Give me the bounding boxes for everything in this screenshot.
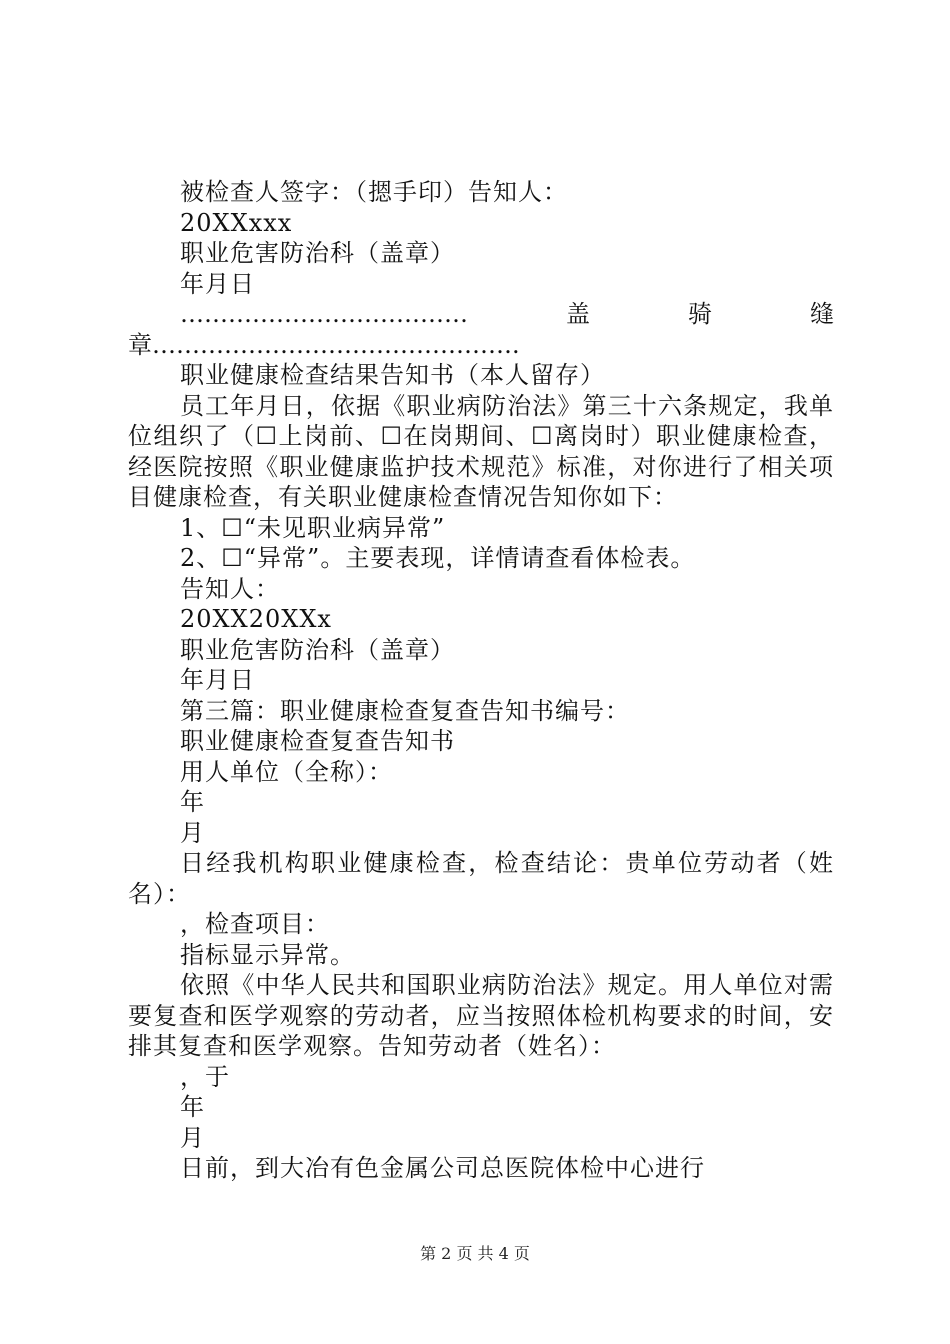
paragraph: ，于	[180, 1062, 230, 1091]
paragraph: 依照《中华人民共和国职业病防治法》规定。用人单位对需要复查和医学观察的劳动者，应当按照体检机构要求的时间，安排其复查和医学观察。告知劳动者（姓名）：	[128, 971, 834, 1060]
document-body	[128, 177, 834, 1184]
section-title: 职业健康检查复查告知书	[180, 727, 455, 755]
paragraph: 员工年月日，依据《职业病防治法》第三十六条规定，我单位组织了（☐上岗前、☐在岗期间、☐离岗时）职业健康检查，经医院按照《职业健康监护技术规范》标准，对你进行了相关项目健康检查，有关职业健康检查情况告知你如下：	[128, 391, 834, 511]
list-item: 2、☐“异常”。主要表现，详情请查看体检表。	[180, 544, 696, 572]
page-number-footer: 第 2 页 共 4 页	[420, 1244, 530, 1263]
paragraph: 日经我机构职业健康检查，检查结论：贵单位劳动者（姓名）：	[128, 849, 834, 908]
paragraph: 指标显示异常。	[180, 940, 355, 969]
paragraph: 年	[180, 1093, 205, 1121]
paragraph: 年月日	[180, 666, 255, 694]
paragraph: 被检查人签字：（摁手印）告知人：	[180, 178, 568, 206]
paragraph: 月	[180, 1123, 205, 1152]
paragraph: 月	[180, 818, 205, 847]
paragraph: 年月日	[180, 269, 255, 298]
paragraph: 日前，到大冶有色金属公司总医院体检中心进行	[180, 1154, 705, 1182]
paragraph: 20XXxxx	[180, 208, 293, 237]
paragraph: ，检查项目：	[180, 910, 330, 938]
paragraph: 20XX20XXx	[180, 605, 332, 633]
paragraph: 职业危害防治科（盖章）	[180, 239, 455, 267]
section-title: 职业健康检查结果告知书（本人留存）	[180, 361, 605, 389]
paragraph: 告知人：	[180, 574, 280, 603]
list-item: 1、☐“未见职业病异常”	[180, 513, 446, 542]
paragraph: 职业危害防治科（盖章）	[180, 635, 455, 664]
section-heading: 第三篇：职业健康检查复查告知书编号：	[180, 696, 630, 725]
seam-seal-line: ………………………………盖骑缝章……………………………………….	[128, 300, 834, 359]
paragraph: 用人单位（全称）：	[180, 757, 393, 786]
paragraph: 年	[180, 788, 205, 816]
